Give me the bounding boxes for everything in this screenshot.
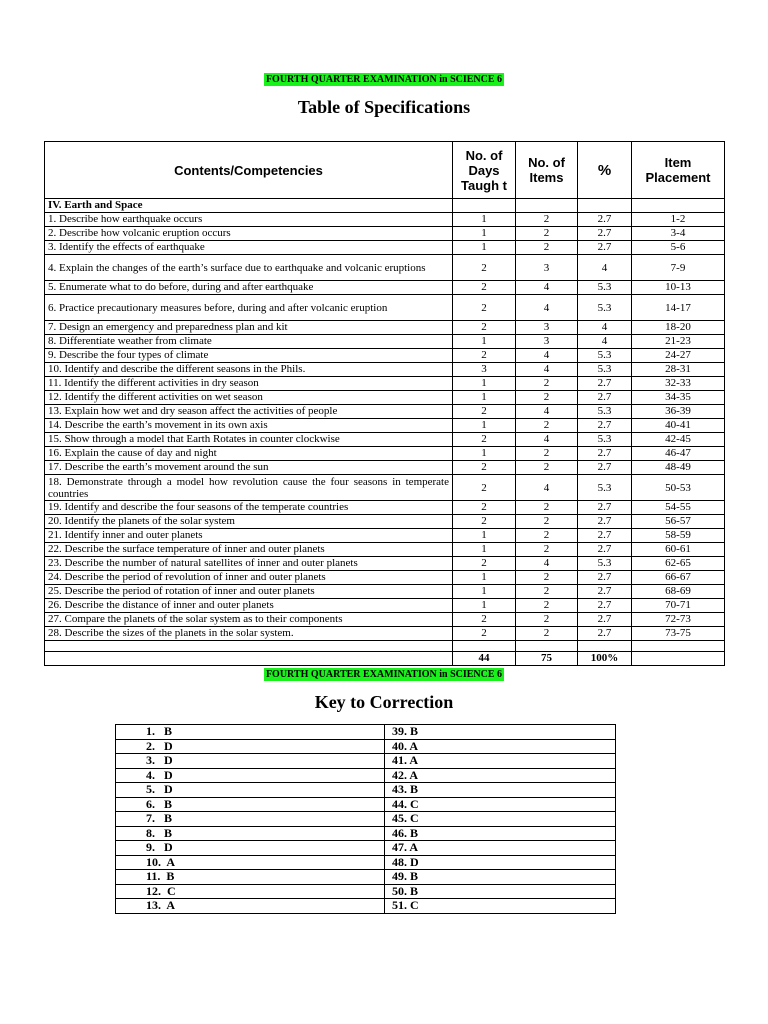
table-row [45, 281, 725, 295]
table-row [45, 585, 725, 599]
items-cell: 3 [516, 321, 578, 335]
placement-cell: 36-39 [632, 405, 725, 419]
percent-cell: 5.3 [578, 557, 632, 571]
header-items: No. of Items [516, 142, 578, 199]
days-cell: 2 [453, 321, 516, 335]
competency-cell: 11. Identify the different activities in dry season [45, 377, 453, 391]
days-cell: 2 [453, 433, 516, 447]
days-cell: 1 [453, 335, 516, 349]
items-cell: 4 [516, 475, 578, 501]
items-cell: 2 [516, 571, 578, 585]
competency-cell: 5. Enumerate what to do before, during and after earthquake [45, 281, 453, 295]
total-percent: 100% [578, 652, 632, 666]
key-answer-left: 9. D [116, 841, 385, 856]
placement-cell: 48-49 [632, 461, 725, 475]
key-row [116, 826, 616, 841]
competency-cell: 9. Describe the four types of climate [45, 349, 453, 363]
blank-row [45, 641, 725, 652]
items-cell: 4 [516, 405, 578, 419]
section-label: IV. Earth and Space [45, 199, 453, 213]
key-answer-left: 11. B [116, 870, 385, 885]
days-cell: 1 [453, 227, 516, 241]
competency-cell: 20. Identify the planets of the solar system [45, 515, 453, 529]
table-row [45, 557, 725, 571]
items-cell: 2 [516, 447, 578, 461]
percent-cell: 4 [578, 255, 632, 281]
key-answer-right: 47. A [385, 841, 616, 856]
key-row [116, 870, 616, 885]
table-row [45, 529, 725, 543]
key-answer-left: 10. A [116, 855, 385, 870]
days-cell: 2 [453, 613, 516, 627]
key-answer-left: 13. A [116, 899, 385, 914]
key-answer-right: 42. A [385, 768, 616, 783]
key-answer-right: 44. C [385, 797, 616, 812]
competency-cell: 4. Explain the changes of the earth’s surface due to earthquake and volcanic eruptions [45, 255, 453, 281]
key-answer-right: 49. B [385, 870, 616, 885]
table-row [45, 321, 725, 335]
placement-cell: 21-23 [632, 335, 725, 349]
exam-header-text: FOURTH QUARTER EXAMINATION in SCIENCE 6 [265, 74, 503, 85]
days-cell: 1 [453, 543, 516, 557]
table-row [45, 515, 725, 529]
days-cell: 2 [453, 515, 516, 529]
competency-cell: 8. Differentiate weather from climate [45, 335, 453, 349]
key-answer-left: 8. B [116, 826, 385, 841]
total-items: 75 [516, 652, 578, 666]
table-row [45, 599, 725, 613]
exam-header-text: FOURTH QUARTER EXAMINATION in SCIENCE 6 [265, 669, 503, 680]
table-row [45, 613, 725, 627]
items-cell: 4 [516, 281, 578, 295]
table-row [45, 475, 725, 501]
days-cell: 1 [453, 599, 516, 613]
items-cell: 2 [516, 515, 578, 529]
competency-cell: 3. Identify the effects of earthquake [45, 241, 453, 255]
placement-cell: 46-47 [632, 447, 725, 461]
table-row [45, 377, 725, 391]
percent-cell: 2.7 [578, 419, 632, 433]
key-answer-right: 50. B [385, 884, 616, 899]
placement-cell: 24-27 [632, 349, 725, 363]
key-row [116, 768, 616, 783]
days-cell: 1 [453, 377, 516, 391]
placement-cell: 68-69 [632, 585, 725, 599]
percent-cell: 2.7 [578, 543, 632, 557]
placement-cell: 7-9 [632, 255, 725, 281]
competency-cell: 26. Describe the distance of inner and outer planets [45, 599, 453, 613]
key-row [116, 783, 616, 798]
competency-cell: 13. Explain how wet and dry season affect the activities of people [45, 405, 453, 419]
key-answer-left: 3. D [116, 754, 385, 769]
days-cell: 3 [453, 363, 516, 377]
competency-cell: 28. Describe the sizes of the planets in the solar system. [45, 627, 453, 641]
items-cell: 2 [516, 627, 578, 641]
percent-cell: 5.3 [578, 281, 632, 295]
key-answer-right: 43. B [385, 783, 616, 798]
percent-cell: 5.3 [578, 295, 632, 321]
table-row [45, 447, 725, 461]
placement-cell: 28-31 [632, 363, 725, 377]
key-answer-left: 7. B [116, 812, 385, 827]
table-row [45, 349, 725, 363]
key-row [116, 754, 616, 769]
placement-cell: 10-13 [632, 281, 725, 295]
items-cell: 3 [516, 335, 578, 349]
items-cell: 2 [516, 391, 578, 405]
key-row [116, 739, 616, 754]
competency-cell: 25. Describe the period of rotation of inner and outer planets [45, 585, 453, 599]
percent-cell: 5.3 [578, 349, 632, 363]
key-answer-left: 4. D [116, 768, 385, 783]
key-answer-right: 39. B [385, 725, 616, 740]
key-answer-left: 1. B [116, 725, 385, 740]
table-row [45, 627, 725, 641]
items-cell: 4 [516, 557, 578, 571]
table-header-row [45, 142, 725, 199]
competency-cell: 16. Explain the cause of day and night [45, 447, 453, 461]
table-row [45, 363, 725, 377]
placement-cell: 54-55 [632, 501, 725, 515]
placement-cell: 73-75 [632, 627, 725, 641]
placement-cell: 66-67 [632, 571, 725, 585]
key-answer-right: 45. C [385, 812, 616, 827]
days-cell: 2 [453, 349, 516, 363]
exam-header-top [0, 69, 768, 87]
competency-cell: 1. Describe how earthquake occurs [45, 213, 453, 227]
items-cell: 4 [516, 433, 578, 447]
days-cell: 2 [453, 295, 516, 321]
placement-cell: 5-6 [632, 241, 725, 255]
days-cell: 2 [453, 501, 516, 515]
days-cell: 2 [453, 281, 516, 295]
table-row [45, 461, 725, 475]
percent-cell: 4 [578, 321, 632, 335]
days-cell: 1 [453, 585, 516, 599]
header-contents: Contents/Competencies [45, 142, 453, 199]
placement-cell: 1-2 [632, 213, 725, 227]
header-percent: % [578, 142, 632, 199]
competency-cell: 10. Identify and describe the different seasons in the Phils. [45, 363, 453, 377]
table-row [45, 255, 725, 281]
percent-cell: 2.7 [578, 501, 632, 515]
key-answer-right: 48. D [385, 855, 616, 870]
placement-cell: 34-35 [632, 391, 725, 405]
key-answer-left: 5. D [116, 783, 385, 798]
percent-cell: 2.7 [578, 461, 632, 475]
placement-cell: 58-59 [632, 529, 725, 543]
percent-cell: 2.7 [578, 391, 632, 405]
competency-cell: 2. Describe how volcanic eruption occurs [45, 227, 453, 241]
key-row [116, 797, 616, 812]
percent-cell: 5.3 [578, 433, 632, 447]
table-row [45, 433, 725, 447]
key-row [116, 725, 616, 740]
days-cell: 2 [453, 475, 516, 501]
percent-cell: 2.7 [578, 571, 632, 585]
percent-cell: 2.7 [578, 213, 632, 227]
placement-cell: 40-41 [632, 419, 725, 433]
days-cell: 2 [453, 405, 516, 419]
percent-cell: 2.7 [578, 613, 632, 627]
competency-cell: 14. Describe the earth’s movement in its own axis [45, 419, 453, 433]
days-cell: 2 [453, 627, 516, 641]
competency-cell: 6. Practice precautionary measures before, during and after volcanic eruption [45, 295, 453, 321]
days-cell: 1 [453, 447, 516, 461]
key-title: Key to Correction [314, 692, 454, 712]
table-row [45, 241, 725, 255]
placement-cell: 56-57 [632, 515, 725, 529]
table-row [45, 391, 725, 405]
days-cell: 2 [453, 557, 516, 571]
competency-cell: 7. Design an emergency and preparedness plan and kit [45, 321, 453, 335]
exam-header-bottom [0, 664, 768, 682]
days-cell: 2 [453, 255, 516, 281]
items-cell: 2 [516, 585, 578, 599]
placement-cell: 62-65 [632, 557, 725, 571]
table-row [45, 295, 725, 321]
days-cell: 1 [453, 213, 516, 227]
percent-cell: 5.3 [578, 363, 632, 377]
table-row [45, 405, 725, 419]
table-row [45, 543, 725, 557]
days-cell: 1 [453, 529, 516, 543]
competency-cell: 18. Demonstrate through a model how revolution cause the four seasons in temperate countries [45, 475, 453, 501]
total-days: 44 [453, 652, 516, 666]
table-row [45, 419, 725, 433]
section-row [45, 199, 725, 213]
placement-cell: 42-45 [632, 433, 725, 447]
days-cell: 1 [453, 419, 516, 433]
percent-cell: 2.7 [578, 515, 632, 529]
placement-cell: 50-53 [632, 475, 725, 501]
competency-cell: 27. Compare the planets of the solar system as to their components [45, 613, 453, 627]
items-cell: 2 [516, 599, 578, 613]
items-cell: 2 [516, 419, 578, 433]
key-answer-left: 2. D [116, 739, 385, 754]
placement-cell: 32-33 [632, 377, 725, 391]
items-cell: 3 [516, 255, 578, 281]
placement-cell: 3-4 [632, 227, 725, 241]
table-row [45, 571, 725, 585]
competency-cell: 12. Identify the different activities on wet season [45, 391, 453, 405]
items-cell: 4 [516, 363, 578, 377]
key-row [116, 855, 616, 870]
header-placement: Item Placement [632, 142, 725, 199]
percent-cell: 2.7 [578, 599, 632, 613]
percent-cell: 2.7 [578, 585, 632, 599]
competency-cell: 24. Describe the period of revolution of inner and outer planets [45, 571, 453, 585]
placement-cell: 72-73 [632, 613, 725, 627]
items-cell: 4 [516, 295, 578, 321]
tos-title: Table of Specifications [297, 97, 471, 117]
key-answer-left: 6. B [116, 797, 385, 812]
percent-cell: 5.3 [578, 475, 632, 501]
percent-cell: 2.7 [578, 227, 632, 241]
header-days: No. of Days Taugh t [453, 142, 516, 199]
specifications-table [44, 141, 725, 666]
items-cell: 2 [516, 461, 578, 475]
competency-cell: 17. Describe the earth’s movement around the sun [45, 461, 453, 475]
competency-cell: 23. Describe the number of natural satellites of inner and outer planets [45, 557, 453, 571]
percent-cell: 2.7 [578, 627, 632, 641]
key-row [116, 899, 616, 914]
percent-cell: 2.7 [578, 529, 632, 543]
table-row [45, 227, 725, 241]
items-cell: 2 [516, 529, 578, 543]
items-cell: 4 [516, 349, 578, 363]
items-cell: 2 [516, 377, 578, 391]
key-row [116, 841, 616, 856]
key-answer-left: 12. C [116, 884, 385, 899]
competency-cell: 19. Identify and describe the four seasons of the temperate countries [45, 501, 453, 515]
items-cell: 2 [516, 543, 578, 557]
table-row [45, 335, 725, 349]
key-row [116, 812, 616, 827]
percent-cell: 2.7 [578, 447, 632, 461]
placement-cell: 18-20 [632, 321, 725, 335]
percent-cell: 2.7 [578, 241, 632, 255]
days-cell: 2 [453, 461, 516, 475]
placement-cell: 60-61 [632, 543, 725, 557]
items-cell: 2 [516, 501, 578, 515]
items-cell: 2 [516, 613, 578, 627]
placement-cell: 14-17 [632, 295, 725, 321]
items-cell: 2 [516, 227, 578, 241]
placement-cell: 70-71 [632, 599, 725, 613]
days-cell: 1 [453, 241, 516, 255]
key-answer-right: 41. A [385, 754, 616, 769]
answer-key-table [115, 724, 616, 914]
competency-cell: 15. Show through a model that Earth Rotates in counter clockwise [45, 433, 453, 447]
days-cell: 1 [453, 571, 516, 585]
items-cell: 2 [516, 213, 578, 227]
percent-cell: 5.3 [578, 405, 632, 419]
key-answer-right: 40. A [385, 739, 616, 754]
table-row [45, 213, 725, 227]
competency-cell: 22. Describe the surface temperature of inner and outer planets [45, 543, 453, 557]
competency-cell: 21. Identify inner and outer planets [45, 529, 453, 543]
percent-cell: 4 [578, 335, 632, 349]
days-cell: 1 [453, 391, 516, 405]
percent-cell: 2.7 [578, 377, 632, 391]
key-answer-right: 46. B [385, 826, 616, 841]
key-row [116, 884, 616, 899]
key-answer-right: 51. C [385, 899, 616, 914]
table-row [45, 501, 725, 515]
items-cell: 2 [516, 241, 578, 255]
